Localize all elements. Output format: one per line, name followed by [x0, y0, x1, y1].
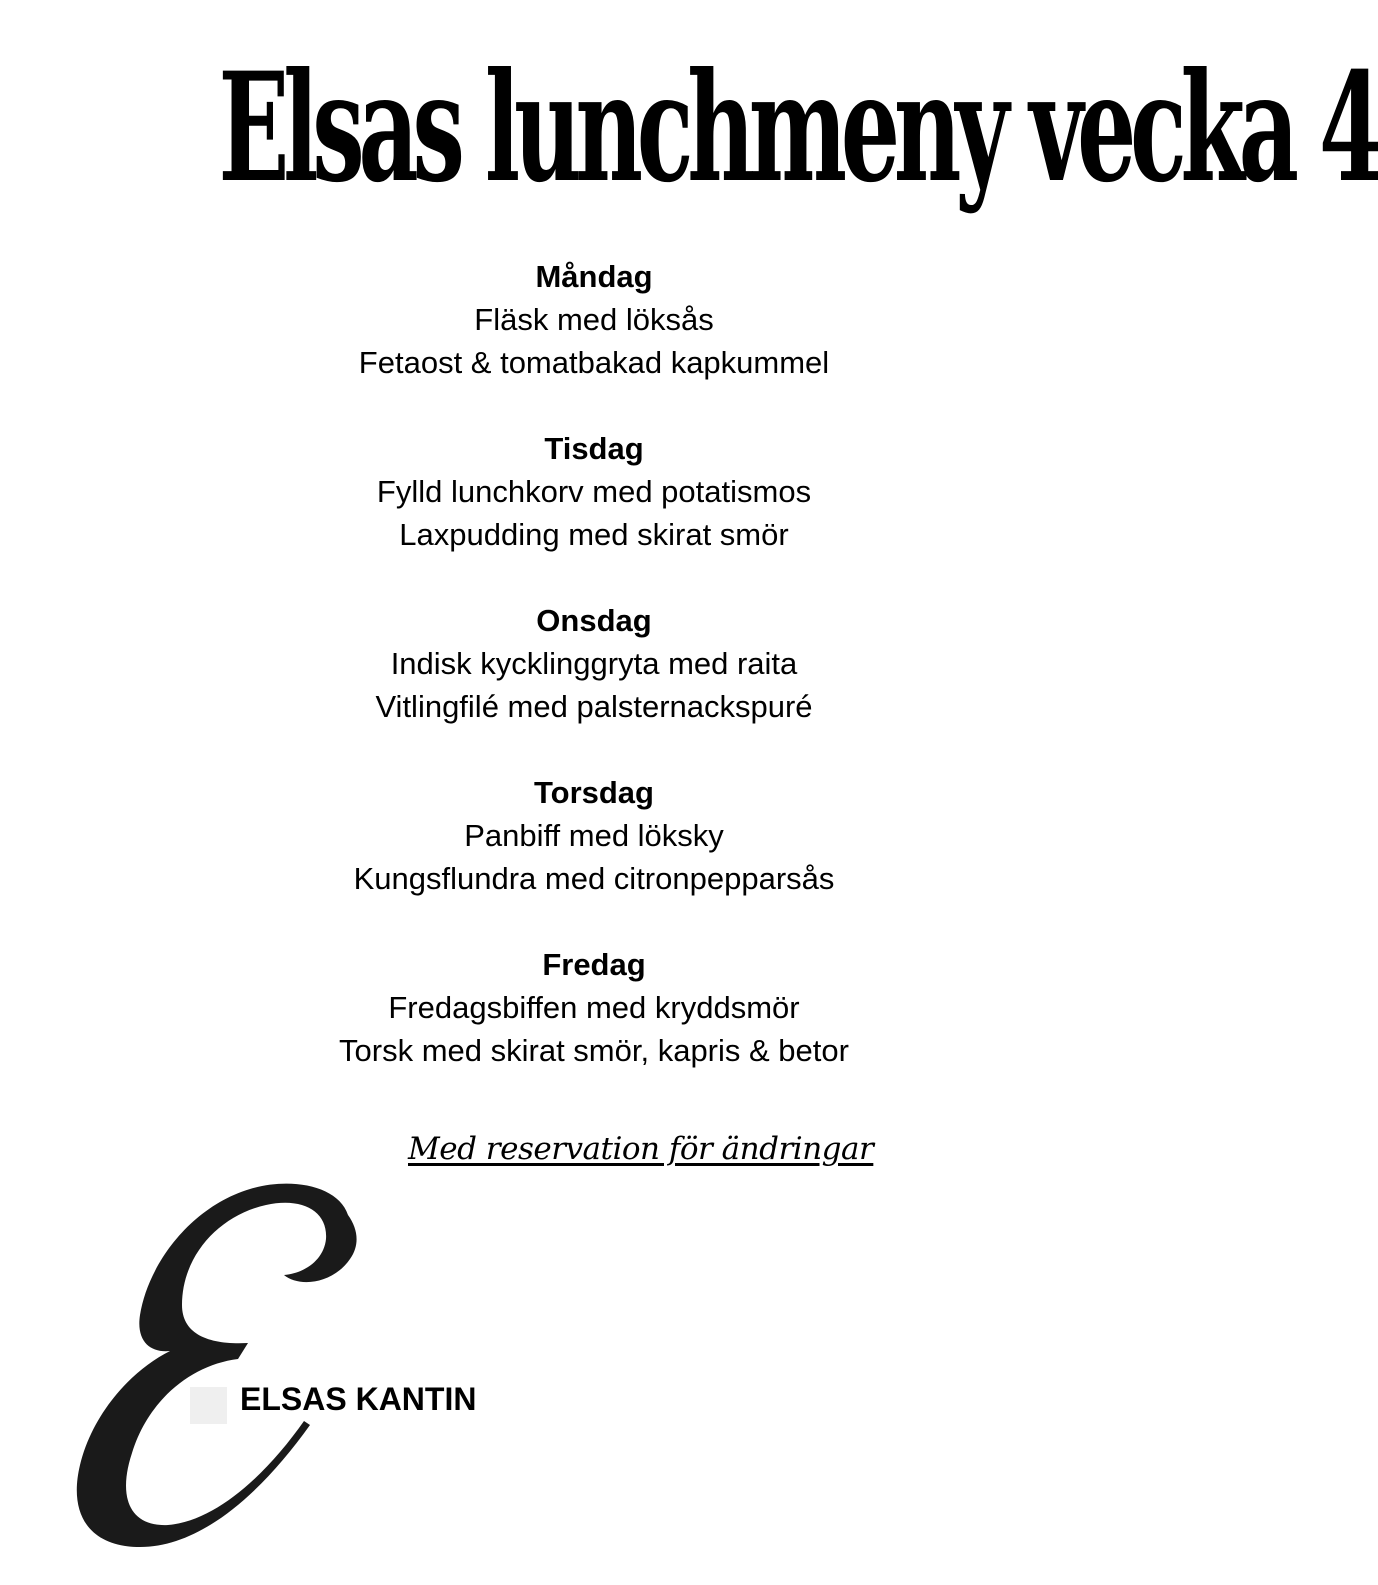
dish: Panbiff med löksky	[464, 818, 724, 853]
dish: Kungsflundra med citronpepparsås	[353, 861, 835, 896]
day-wednesday	[0, 599, 1188, 728]
disclaimer-note: Med reservation för ändringar	[408, 1131, 874, 1167]
day-name: Torsdag	[534, 775, 654, 810]
day-name: Onsdag	[536, 603, 652, 638]
dish: Laxpudding med skirat smör	[399, 517, 789, 552]
dish: Torsk med skirat smör, kapris & betor	[339, 1033, 849, 1068]
dish: Fylld lunchkorv med potatismos	[376, 474, 812, 509]
day-name: Tisdag	[544, 431, 644, 466]
dish: Fetaost & tomatbakad kapkummel	[358, 345, 830, 380]
logo-brand-name: ELSAS KANTIN	[240, 1381, 477, 1417]
dish: Fredagsbiffen med kryddsmör	[388, 990, 800, 1025]
day-tuesday	[0, 427, 1188, 556]
logo-square	[190, 1387, 227, 1424]
day-monday	[0, 255, 1188, 384]
dish: Fläsk med löksås	[474, 302, 714, 337]
day-name: Måndag	[535, 259, 653, 294]
dish: Vitlingfilé med palsternackspuré	[375, 689, 813, 724]
dish: Indisk kycklinggryta med raita	[390, 646, 798, 681]
logo-letter-e-icon	[70, 1175, 370, 1575]
day-friday	[0, 943, 1188, 1072]
brand-logo	[70, 1175, 490, 1575]
page-title: Elsas lunchmeny vecka 4	[218, 40, 1378, 216]
day-name: Fredag	[542, 947, 646, 982]
weekly-menu	[0, 255, 1188, 1115]
day-thursday	[0, 771, 1188, 900]
